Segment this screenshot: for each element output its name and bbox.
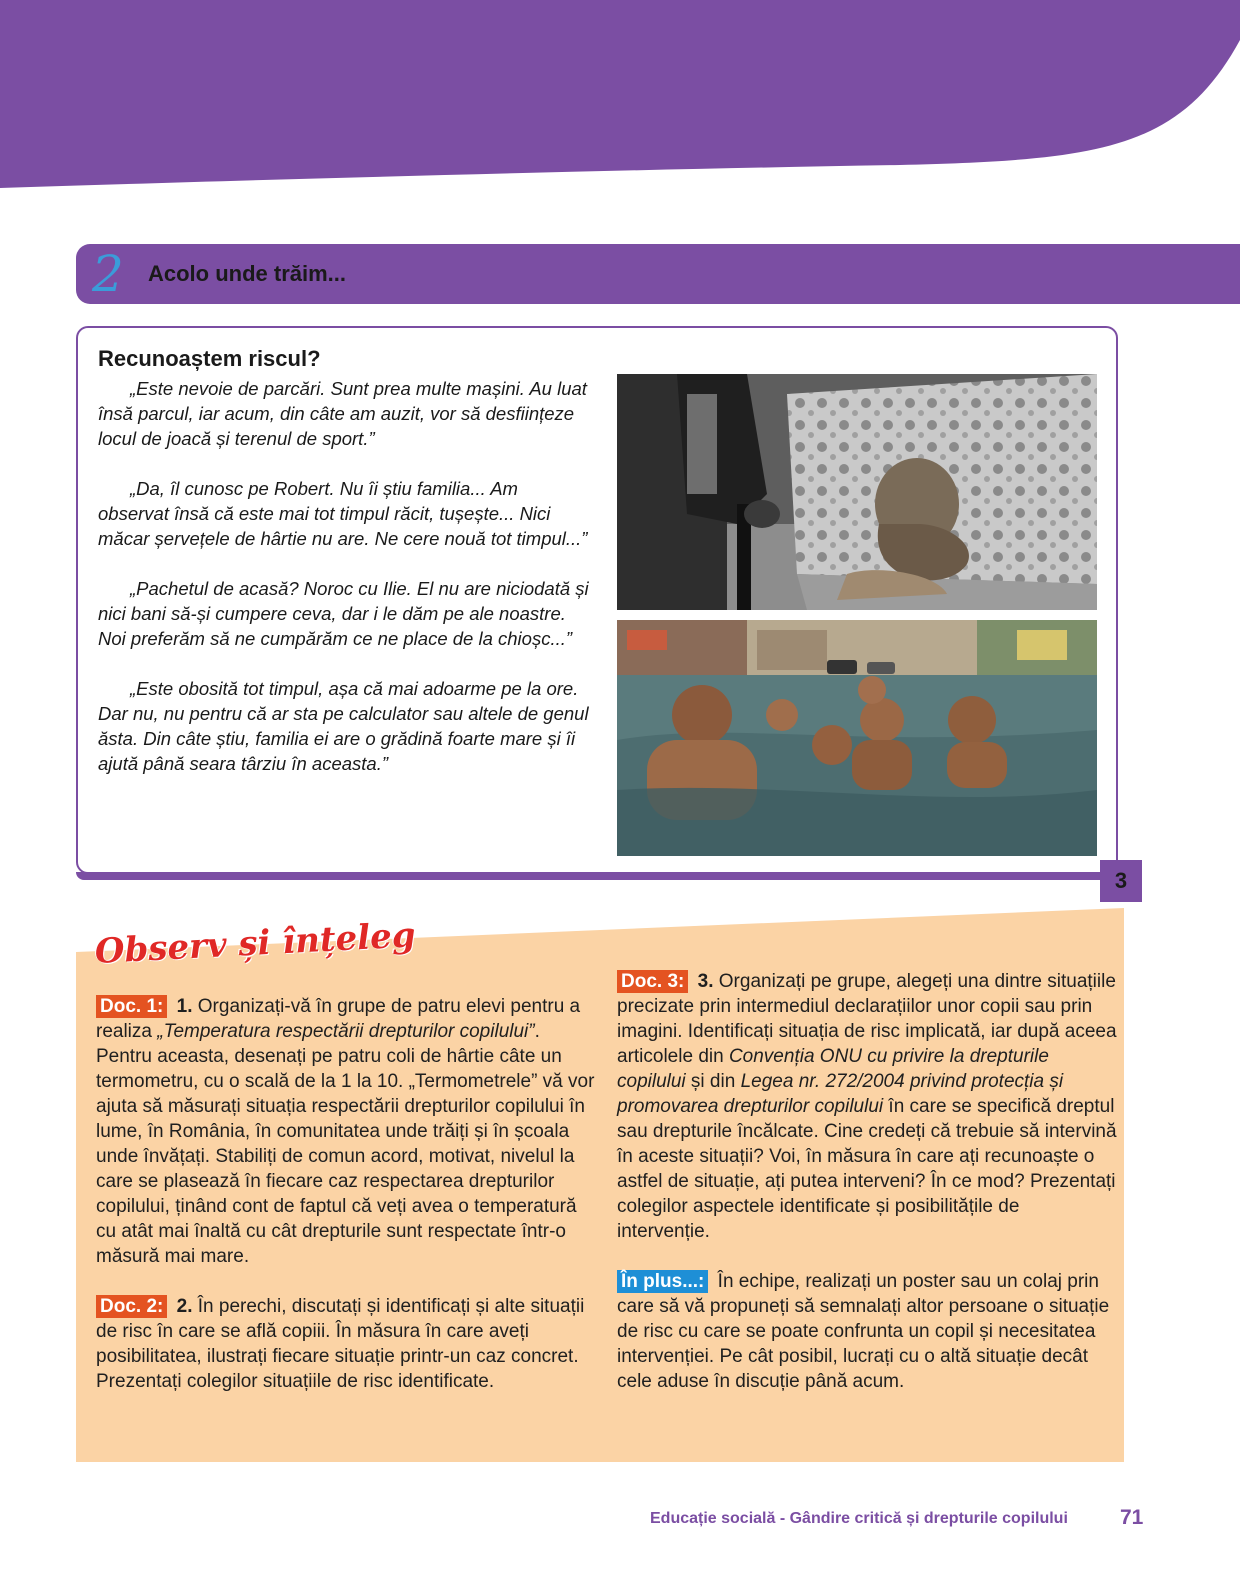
doc3-em-law: Legea nr. 272/2004 privind protecția și promovarea drepturilor copilului [617,1071,1064,1117]
image-tag-3: 3 [1100,860,1142,902]
doc1-text-em: „Temperatura respectării drepturilor copilului” [157,1021,535,1042]
activity-right-column [617,969,1117,1419]
doc1-text-b: . Pentru aceasta, desenați pe patru coli de hârtie câte un termometru, cu o scală de la 1 la 10. „Termometrele” vă vor ajuta să măsurați situația respectării drepturilor copilului în lume, în România, în comunitatea unde trăiți și în școala unde învățați. Stabiliți de comun acord, motivat, nivelul la care se plasează în fiecare caz respectarea drepturilor copilului, ținând cont de faptul că veți avea o temperatură cu atât mai înaltă cu cât drepturile sunt respectate într-o măsură mai mare. [96,1021,595,1267]
doc2-badge: Doc. 2: [96,1295,167,1318]
section-title: Acolo unde trăim... [148,261,347,286]
doc3-number: 3. [697,971,714,992]
footer-book-title: Educație socială - Gândire critică și drepturile copilului [650,1510,1068,1527]
doc2-number: 2. [176,1296,193,1317]
quote-park: „Este nevoie de parcări. Sunt prea multe mașini. Au luat însă parcul, iar acum, din câte am auzit, vor să desființeze locul de joacă și terenul de sport.” [98,378,587,449]
top-banner [0,0,1240,200]
quote-robert: „Da, îl cunosc pe Robert. Nu îi știu familia... Am observat însă că este mai tot timpul răcit, tușește... Nici măcar șervețele de hârtie nu are. Ne cere nouă tot timpul...” [98,478,588,549]
doc1-number: 1. [176,996,193,1017]
quotes-list [98,376,593,801]
photo-abused-child [617,374,1097,610]
doc2-text: În perechi, discutați și identificați și alte situații de risc în care se află copiii. În măsura în care aveți posibilitatea, ilustrați fiecare situație printr-un caz concret. Prezentați colegilor situațiile de risc identificate. [96,1296,585,1392]
doc3-badge: Doc. 3: [617,970,688,993]
doc3-text-a: Organizați pe grupe, alegeți una dintre situațiile precizate prin intermediul declarațiilor unor copii sau prin imagini. Identificați situația de risc implicată, iar după aceea articolele din [617,971,1117,1067]
doc1-task [96,994,596,1269]
quote-ilie: „Pachetul de acasă? Noroc cu Ilie. El nu are niciodată și nici bani să-și cumpere ceva, dar i le dăm pe ale noastre. Noi preferăm să ne cumpărăm ce ne place de la chioșc...” [98,578,589,649]
photo-flood-children [617,620,1097,856]
activity-heading: Observ și înțeleg [93,915,417,972]
extra-badge: În plus...: [617,1270,708,1293]
doc3-text-b: și din [685,1071,741,1092]
section-number: 2 [92,245,124,303]
doc1-text-a: Organizați-vă în grupe de patru elevi pentru a realiza [96,996,581,1042]
story-title: Recunoaștem riscul? [98,346,321,371]
doc3-task [617,969,1117,1244]
extra-task [617,1269,1117,1394]
doc3-em-convention: Convenția ONU cu privire la drepturile copilului [617,1046,1049,1092]
activity-left-column [96,994,596,1419]
doc2-task [96,1294,596,1394]
doc3-text-c: în care se specifică dreptul sau drepturile încălcate. Cine credeți că trebuie să intervină în aceste situații? Voi, în măsura în care ați recunoaște o astfel de situație, ați putea interveni? În ce mod? Prezentați colegilor aspectele identificate și posibilitățile de intervenție. [617,1096,1117,1242]
section-header-bar [76,244,1240,304]
doc1-badge: Doc. 1: [96,995,167,1018]
extra-text: În echipe, realizați un poster sau un colaj prin care să vă propuneți să semnalați altor persoane o situație de risc cu care se poate confrunta un copil și necesitatea intervenției. Pe cât posibil, lucrați cu o altă situație decât cele aduse în discuție până acum. [617,1271,1110,1392]
page-number: 71 [1120,1506,1144,1529]
quote-tired-girl: „Este obosită tot timpul, așa că mai adoarme pe la ore. Dar nu, nu pentru că ar sta pe calculator sau altele de genul ăsta. Din câte știu, familia ei are o grădină foarte mare și îi ajută până seara târziu în aceasta.” [98,678,589,774]
